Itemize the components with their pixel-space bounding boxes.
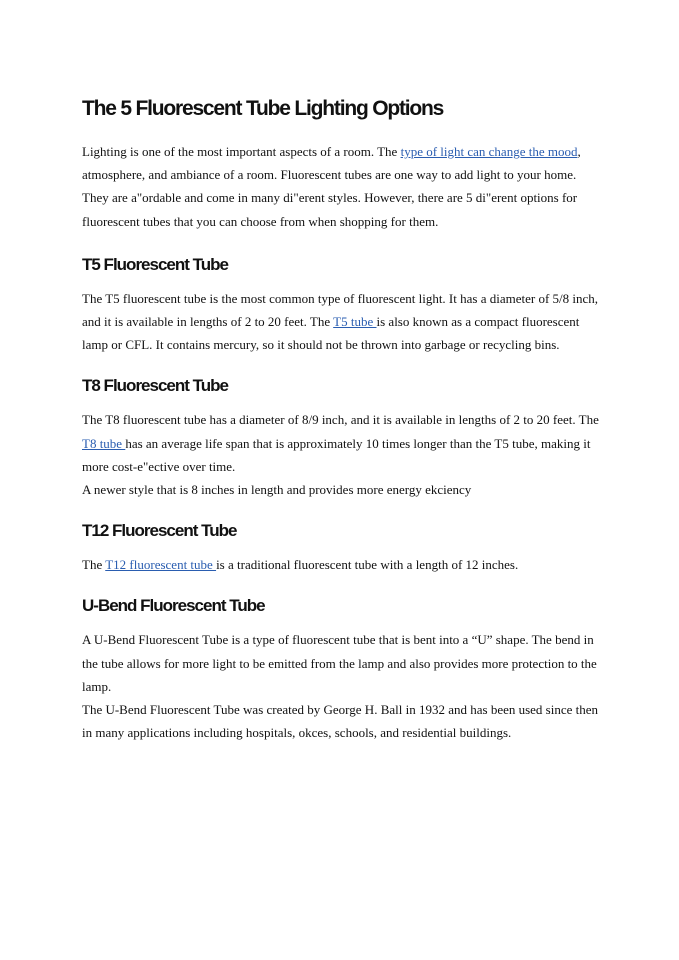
intro-text-start: Lighting is one of the most important aspects of a room. The [82, 144, 401, 159]
u-bend-second-paragraph: The U-Bend Fluorescent Tube was created by George H. Ball in 1932 and has been used since then in many applications including hospitals, okces, schools, and residential buildings. [82, 702, 599, 741]
intro-text-end: , atmosphere, and ambiance of a room. Fluorescent tubes are one way to add light to your home. They are a"ordable and come in many di"erent styles. However, there are 5 di"erent options for fluorescent tubes that you can choose from when shopping for them. [82, 144, 581, 229]
t8-text-start: The T8 fluorescent tube has a diameter of 8/9 inch, and it is available in lengths of 2 to 20 feet. The [82, 412, 599, 428]
t5-paragraph [82, 287, 602, 357]
t12-paragraph [82, 553, 602, 576]
document-page [82, 94, 602, 762]
heading-t5: T5 Fluorescent Tube [82, 254, 228, 274]
heading-t12: T12 Fluorescent Tube [82, 521, 237, 541]
t8-second-paragraph: A newer style that is 8 inches in length and provides more energy ekciency [82, 482, 472, 498]
t8-tube-link[interactable]: T8 tube [82, 435, 126, 451]
page-title: The 5 Fluorescent Tube Lighting Options [82, 97, 444, 120]
t5-text-end: is also known as a compact fluorescent lamp or CFL. It contains mercury, so it should not be thrown into garbage or recycling bins. [82, 314, 580, 353]
section-t12 [82, 519, 602, 576]
t12-text-start: The [82, 557, 106, 573]
type-of-light-link[interactable]: type of light can change the mood [400, 144, 578, 159]
section-t5 [82, 253, 602, 357]
t5-tube-link[interactable]: T5 tube [333, 314, 377, 330]
t12-tube-link[interactable]: T12 fluorescent tube [105, 557, 217, 573]
heading-t8: T8 Fluorescent Tube [82, 376, 228, 396]
t5-text-start: The T5 fluorescent tube is the most common type of fluorescent light. It has a diameter of 5/8 inch, and it is available in lengths of 2 to 20 feet. The [82, 290, 599, 330]
t8-paragraph [82, 408, 602, 478]
section-u-bend [82, 594, 602, 744]
u-bend-paragraph: A U-Bend Fluorescent Tube is a type of fluorescent tube that is bent into a “U” shape. The bend in the tube allows for more light to be emitted from the lamp and also provides more protection to the lamp. [82, 632, 597, 694]
heading-u-bend: U-Bend Fluorescent Tube [82, 596, 265, 616]
intro-paragraph [82, 140, 602, 233]
t12-text-end: is a traditional fluorescent tube with a length of 12 inches. [216, 557, 519, 573]
t8-text-end: has an average life span that is approximately 10 times longer than the T5 tube, making it more cost-e"ective over time. [82, 435, 591, 474]
section-t8 [82, 374, 602, 501]
